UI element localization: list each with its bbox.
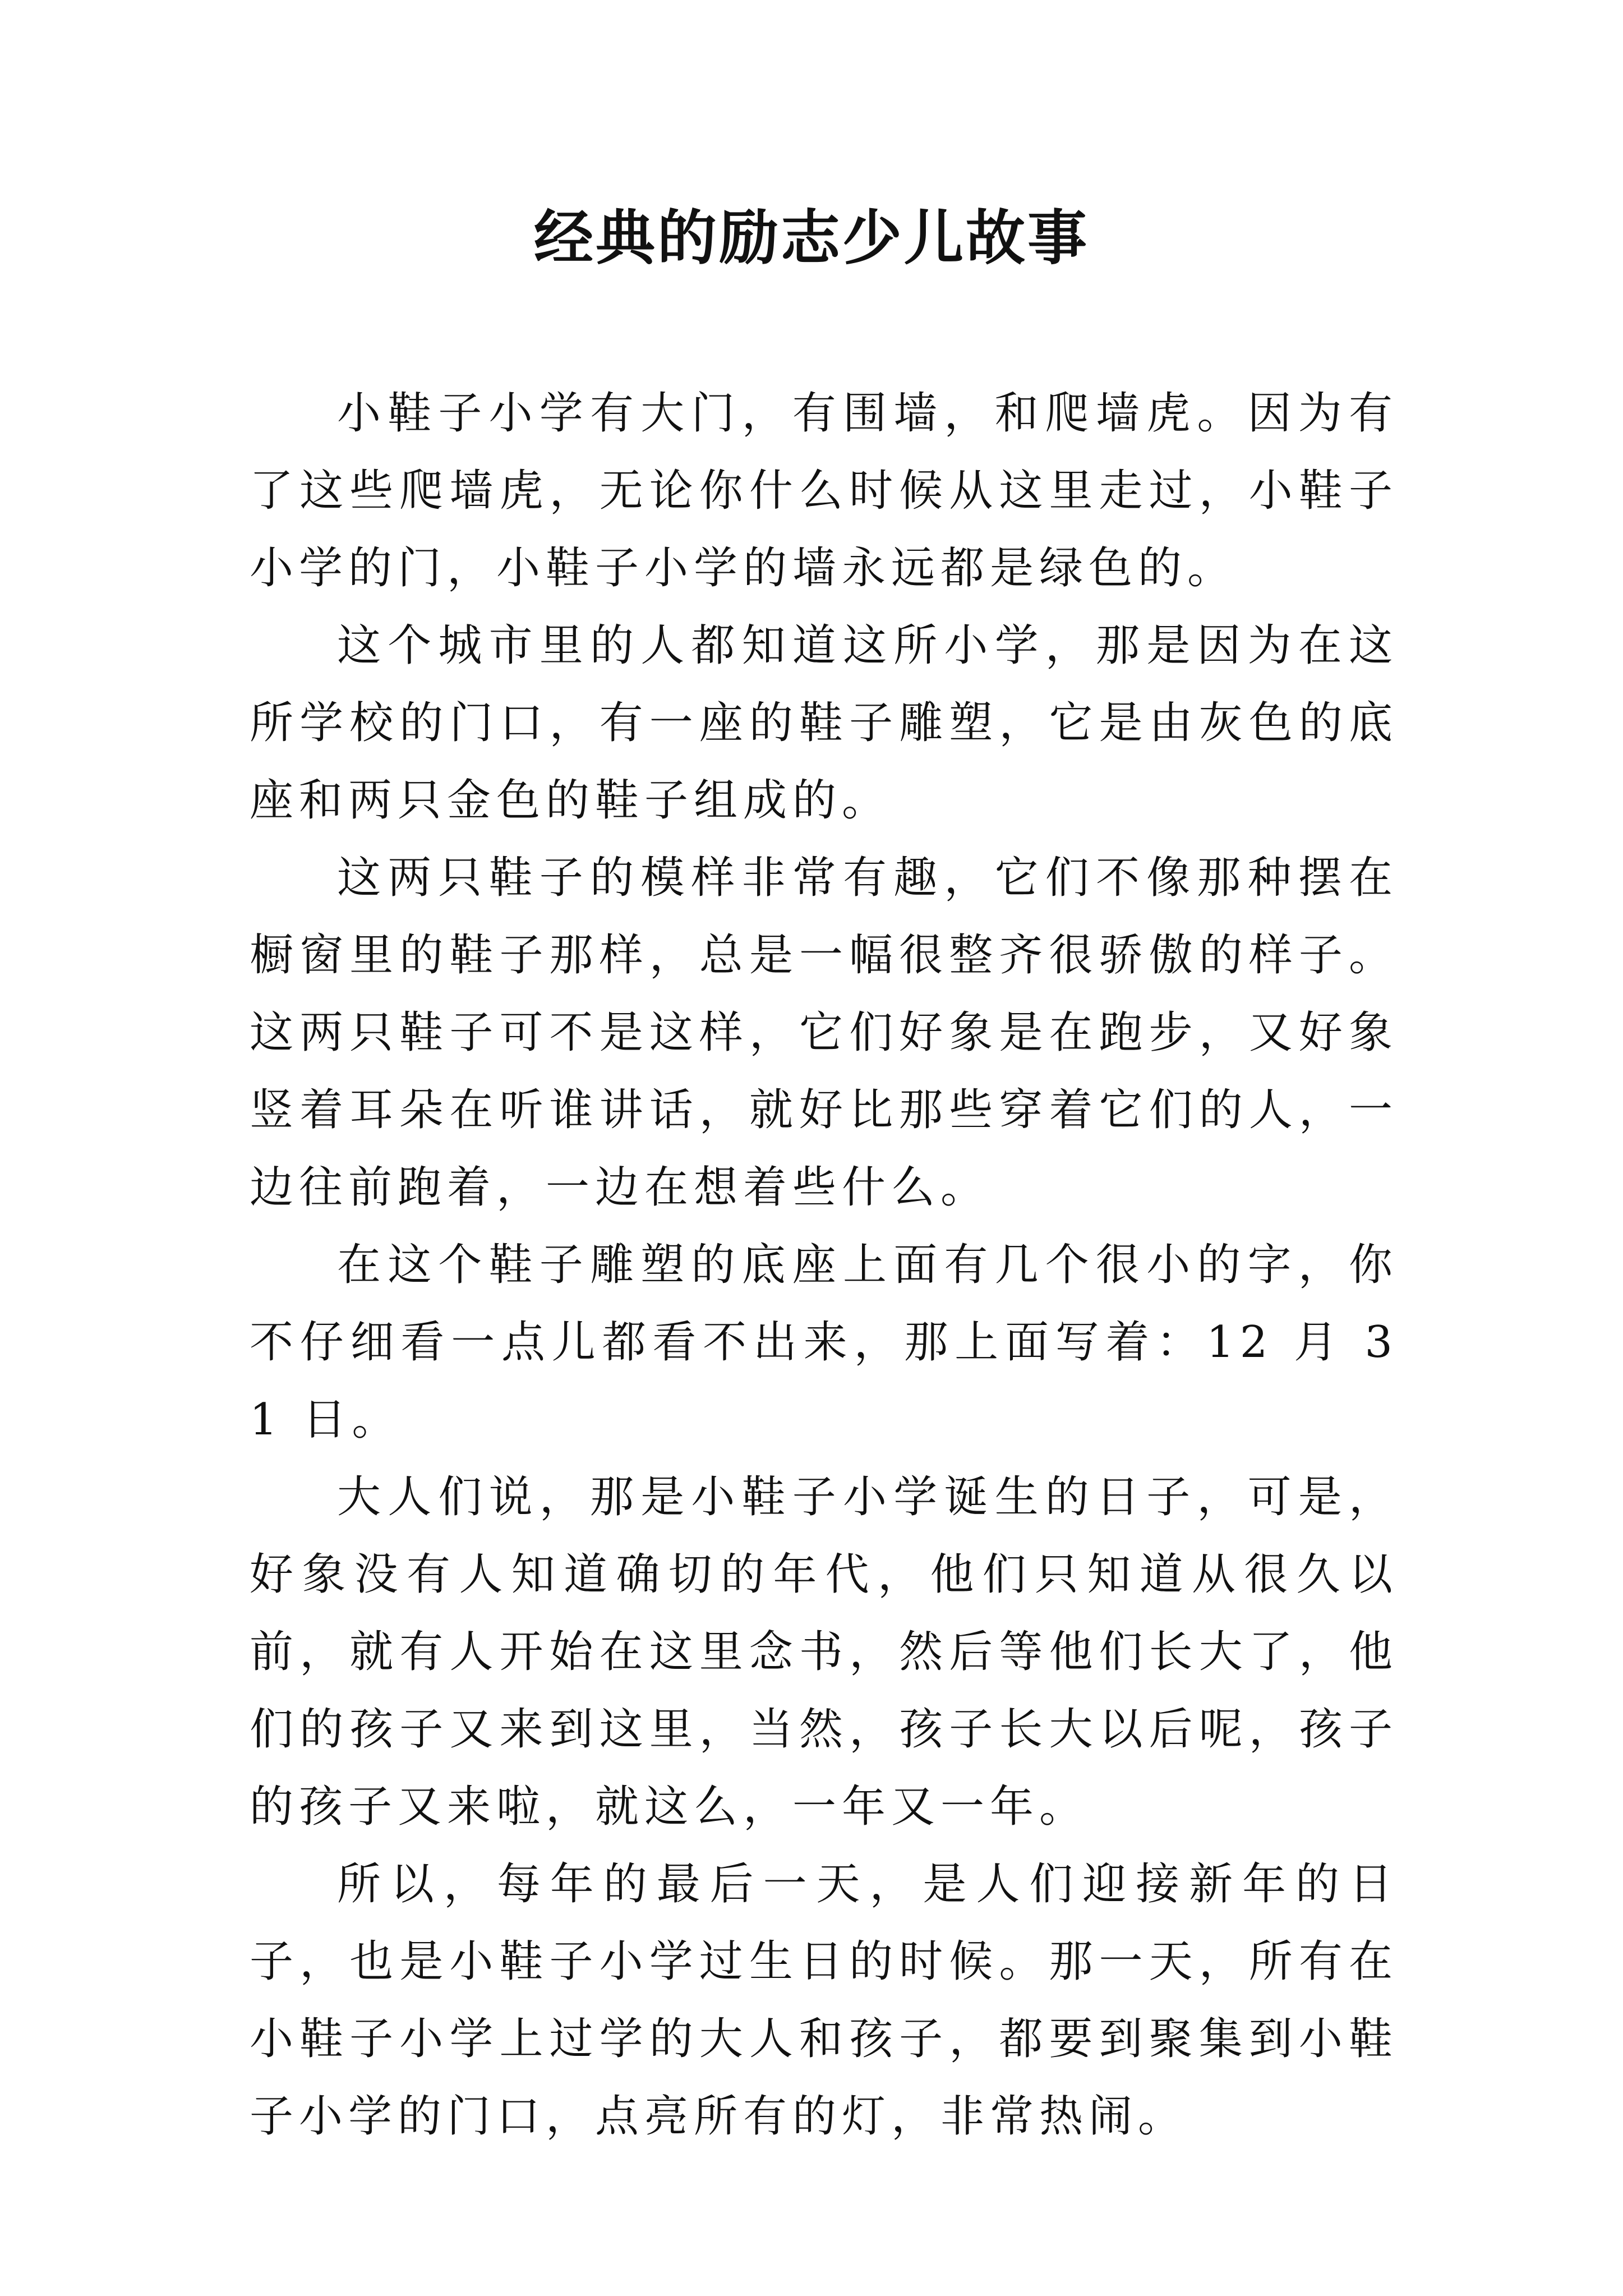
document-title: 经典的励志少儿故事 — [534, 204, 1089, 273]
paragraph-1: 小鞋子小学有大门，有围墙，和爬墙虎。因为有了这些爬墙虎，无论你什么时候从这里走过，小鞋子小学的门，小鞋子小学的墙永远都是绿色的。 — [250, 388, 1398, 593]
paragraph-5: 大人们说，那是小鞋子小学诞生的日子，可是，好象没有人知道确切的年代，他们只知道从很久以前，就有人开始在这里念书，然后等他们长大了，他们的孩子又来到这里，当然，孩子长大以后呢，孩子的孩子又来啦，就这么，一年又一年。 — [250, 1472, 1398, 1832]
document-body — [250, 375, 1398, 2155]
paragraph-4: 在这个鞋子雕塑的底座上面有几个很小的字，你不仔细看一点儿都看不出来，那上面写着：12 月 31 日。 — [250, 1240, 1398, 1445]
paragraph-6: 所以，每年的最后一天，是人们迎接新年的日子，也是小鞋子小学过生日的时候。那一天，所有在小鞋子小学上过学的大人和孩子，都要到聚集到小鞋子小学的门口，点亮所有的灯，非常热闹。 — [250, 1859, 1398, 2142]
paragraph-3: 这两只鞋子的模样非常有趣，它们不像那种摆在橱窗里的鞋子那样，总是一幅很整齐很骄傲的样子。这两只鞋子可不是这样，它们好象是在跑步，又好象竖着耳朵在听谁讲话，就好比那些穿着它们的人，一边往前跑着，一边在想着些什么。 — [250, 853, 1398, 1213]
paragraph-2: 这个城市里的人都知道这所小学，那是因为在这所学校的门口，有一座的鞋子雕塑，它是由灰色的底座和两只金色的鞋子组成的。 — [250, 620, 1398, 826]
